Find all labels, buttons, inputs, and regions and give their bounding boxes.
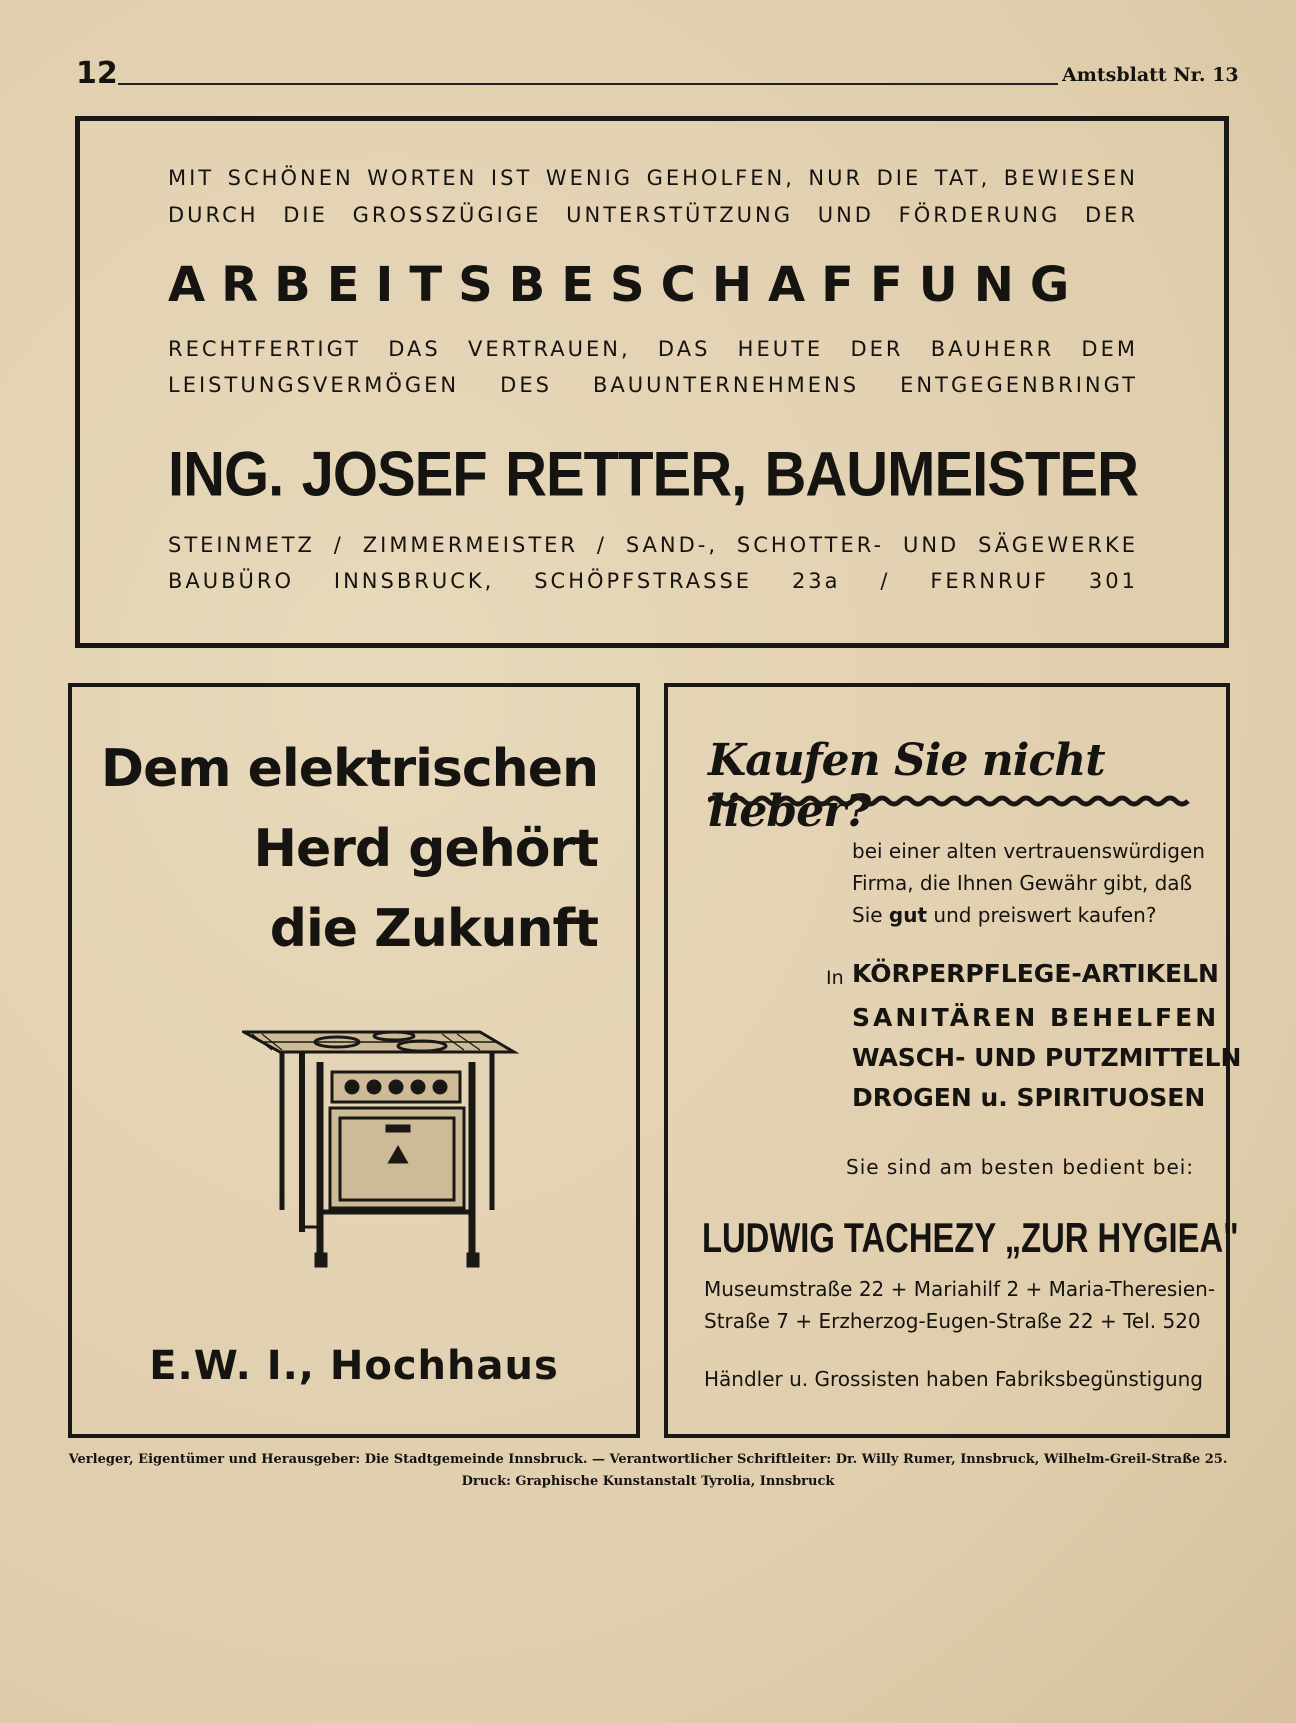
ad-retter-headline: ARBEITSBESCHAFFUNG — [168, 257, 1086, 313]
ad-tachezy-dealers: Händler u. Grossisten haben Fabriksbegünstigung — [704, 1367, 1203, 1391]
ad-retter-line3: RECHTFERTIGT DAS VERTRAUEN, DAS HEUTE DER BAUHERR DEM — [168, 337, 1138, 361]
publication-title: Amtsblatt Nr. 13 — [1062, 64, 1239, 86]
ad-ewi-line2: Herd gehört — [253, 819, 598, 879]
ad-tachezy-headline: Kaufen Sie nicht lieber? — [708, 735, 1105, 837]
electric-stove-illustration — [242, 1022, 532, 1292]
ad-tachezy-served: Sie sind am besten bedient bei: — [846, 1155, 1195, 1179]
ad-tachezy-cat1: KÖRPERPFLEGE-ARTIKELN — [852, 959, 1219, 988]
ad-tachezy-intro2: Firma, die Ihnen Gewähr gibt, daß — [852, 871, 1193, 895]
ad-tachezy-in-word: In — [826, 967, 844, 989]
intro3-pre: Sie — [852, 903, 883, 927]
ad-tachezy-intro1: bei einer alten vertrauenswürdigen — [852, 839, 1205, 863]
ad-ewi-line3: die Zukunft — [269, 899, 598, 959]
wavy-underline — [708, 795, 1192, 807]
ad-retter — [75, 116, 1229, 648]
ad-retter-trades: STEINMETZ / ZIMMERMEISTER / SAND-, SCHOTTER- UND SÄGEWERKE — [168, 533, 1138, 557]
ad-retter-line4: LEISTUNGSVERMÖGEN DES BAUUNTERNEHMENS ENTGEGENBRINGT — [168, 373, 1138, 397]
ad-retter-line1: MIT SCHÖNEN WORTEN IST WENIG GEHOLFEN, NUR DIE TAT, BEWIESEN — [168, 166, 1138, 190]
ad-tachezy-addr2: Straße 7 + Erzherzog-Eugen-Straße 22 + Tel. 520 — [704, 1309, 1201, 1333]
ad-tachezy-addr1: Museumstraße 22 + Mariahilf 2 + Maria-Theresien- — [704, 1277, 1216, 1301]
ad-tachezy-intro3 — [852, 903, 1156, 927]
footer-printer: Druck: Graphische Kunstanstalt Tyrolia, Innsbruck — [461, 1474, 835, 1489]
ad-tachezy — [664, 683, 1242, 1438]
ad-tachezy-cat3: WASCH- UND PUTZMITTELN — [852, 1043, 1242, 1072]
ad-retter-address: BAUBÜRO INNSBRUCK, SCHÖPFSTRASSE 23a / FERNRUF 301 — [168, 569, 1138, 593]
footer-imprint: Verleger, Eigentümer und Herausgeber: Die Stadtgemeinde Innsbruck. — Verantwortlicher Schriftleiter: Dr. Willy Rumer, Innsbruck, Wilhelm-Greil-Straße 25. — [68, 1452, 1228, 1467]
ad-ewi — [68, 683, 640, 1438]
ad-tachezy-cat2: SANITÄREN BEHELFEN — [852, 1003, 1220, 1032]
ad-tachezy-cat4: DROGEN u. SPIRITUOSEN — [852, 1083, 1206, 1112]
ad-tachezy-name: LUDWIG TACHEZY „ZUR HYGIEA" — [702, 1214, 1239, 1261]
ad-ewi-signature: E.W. I., Hochhaus — [149, 1343, 559, 1389]
ad-retter-company: ING. JOSEF RETTER, BAUMEISTER — [168, 439, 1138, 510]
ad-ewi-line1: Dem elektrischen — [100, 739, 598, 799]
page-number: 12 — [76, 56, 118, 91]
intro3-post: und preiswert kaufen? — [933, 903, 1157, 927]
header-rule — [118, 83, 1058, 85]
intro3-bold: gut — [888, 903, 928, 927]
ad-retter-line2: DURCH DIE GROSSZÜGIGE UNTERSTÜTZUNG UND FÖRDERUNG DER — [168, 203, 1138, 227]
